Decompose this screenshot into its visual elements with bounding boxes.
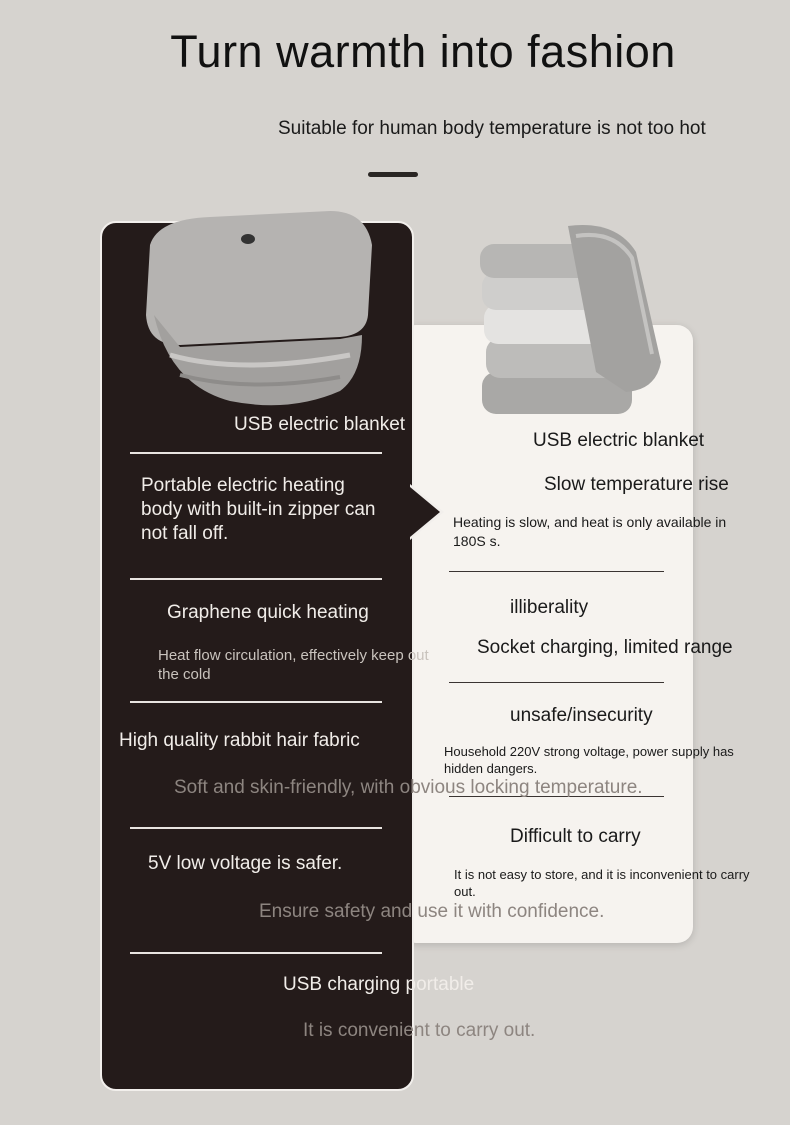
drawback-desc-1: Heating is slow, and heat is only available in 180S s. bbox=[453, 514, 727, 549]
page-title: Turn warmth into fashion bbox=[170, 26, 676, 77]
feature-title-2: Graphene quick heating bbox=[167, 602, 369, 623]
feature-title-3: High quality rabbit hair fabric bbox=[119, 730, 360, 751]
divider-left-4 bbox=[130, 827, 382, 829]
divider-left-3 bbox=[130, 701, 382, 703]
drawback-desc-3: Household 220V strong voltage, power supply has hidden dangers. bbox=[444, 744, 734, 776]
feature-title-5: USB charging portable bbox=[283, 974, 475, 995]
divider-right-1 bbox=[449, 571, 664, 572]
feature-desc-3: Soft and skin-friendly, with obvious locking temperature. bbox=[174, 777, 643, 798]
drawback-title-3: unsafe/insecurity bbox=[510, 705, 653, 726]
feature-desc-4: Ensure safety and use it with confidence. bbox=[259, 901, 605, 922]
title-divider bbox=[368, 172, 418, 177]
card-pointer-fill bbox=[410, 487, 440, 537]
drawback-desc-4: It is not easy to store, and it is inconvenient to carry out. bbox=[454, 867, 750, 899]
divider-left-5 bbox=[130, 952, 382, 954]
divider-right-2 bbox=[449, 682, 664, 683]
drawback-title-4: Difficult to carry bbox=[510, 826, 641, 847]
feature-title-1: Portable electric heating body with built-in zipper can not fall off. bbox=[141, 475, 376, 544]
feature-desc-2: Heat flow circulation, effectively keep out the cold bbox=[158, 647, 429, 683]
stacked-blankets-image bbox=[476, 222, 666, 422]
divider-left-1 bbox=[130, 452, 382, 454]
divider-left-2 bbox=[130, 578, 382, 580]
feature-title-4: 5V low voltage is safer. bbox=[148, 853, 343, 874]
usb-product-name: USB electric blanket bbox=[234, 414, 406, 435]
page-subtitle: Suitable for human body temperature is not too hot bbox=[278, 118, 706, 139]
drawback-title-1: Slow temperature rise bbox=[544, 474, 729, 495]
ordinary-product-name: USB electric blanket bbox=[533, 430, 705, 451]
drawback-title-2: illiberality bbox=[510, 597, 589, 618]
drawback-desc-2: Socket charging, limited range bbox=[477, 637, 733, 658]
folded-blanket-image bbox=[140, 205, 376, 413]
feature-desc-5: It is convenient to carry out. bbox=[303, 1020, 536, 1041]
